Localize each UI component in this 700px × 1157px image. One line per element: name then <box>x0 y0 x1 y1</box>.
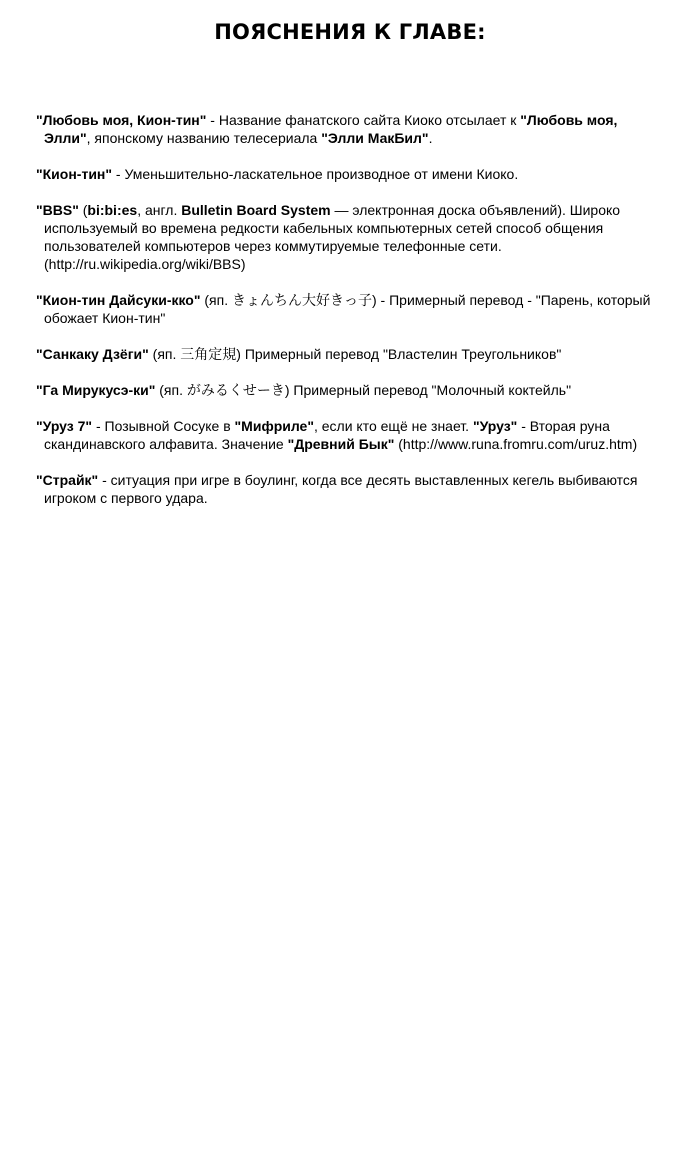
note-term: "Га Мирукусэ-ки" <box>36 382 156 398</box>
note-term: "Уруз" <box>472 418 518 434</box>
note-term: "Любовь моя, Элли" <box>44 112 618 146</box>
note-uruz <box>36 417 656 453</box>
note-text: (http://www.runa.fromru.com/uruz.htm) <box>394 436 638 452</box>
note-text: , если кто ещё не знает. <box>313 418 473 434</box>
note-term: "BBS" <box>36 202 79 218</box>
note-text: - Название фанатского сайта Киоко отсылает к <box>206 112 521 128</box>
note-milkshake <box>36 381 656 399</box>
note-text: - ситуация при игре в боулинг, когда все десять выставленных кегель выбиваются игроком с первого удара. <box>44 472 638 506</box>
note-text: (яп. 三角定規) Примерный перевод "Властелин Треугольников" <box>148 346 562 362</box>
note-text: ( <box>78 202 88 218</box>
note-term: Bulletin Board System <box>181 202 331 218</box>
note-text: - Позывной Сосуке в <box>92 418 235 434</box>
note-term: bi:bi:es <box>87 202 138 218</box>
note-bbs <box>36 201 656 273</box>
note-term: "Любовь моя, Кион-тин" <box>36 112 207 128</box>
note-text: (яп. きょんちん大好きっ子) - Примерный перевод - "Парень, который обожает Кион-тин" <box>44 292 651 326</box>
page-title: ПОЯСНЕНИЯ К ГЛАВЕ: <box>214 20 486 44</box>
note-text: , англ. <box>137 202 182 218</box>
notes-list <box>36 111 656 507</box>
note-text: , японскому названию телесериала <box>86 130 322 146</box>
note-term: "Древний Бык" <box>287 436 395 452</box>
note-term: "Кион-тин" <box>36 166 113 182</box>
note-text: . <box>428 130 433 146</box>
note-term: "Уруз 7" <box>36 418 93 434</box>
note-daisuki-kko <box>36 291 656 327</box>
note-sankaku-jougi <box>36 345 656 363</box>
note-term: "Страйк" <box>36 472 99 488</box>
note-term: "Кион-тин Дайсуки-кко" <box>36 292 201 308</box>
note-ellie-mcbeal <box>36 111 656 147</box>
note-kyon-chin <box>36 165 656 183</box>
note-term: "Санкаку Дзёги" <box>36 346 149 362</box>
note-term: "Элли МакБил" <box>321 130 429 146</box>
note-text: - Уменьшительно-ласкательное производное от имени Киоко. <box>112 166 519 182</box>
note-text: — электронная доска объявлений). Широко используемый во времена редкости кабельных компьютерных сетей способ общения пользователей компьютеров через коммутируемые телефонные сети. (http://ru.wikipedia.org/wiki/BBS) <box>44 202 621 272</box>
note-strike <box>36 471 656 507</box>
note-text: (яп. がみるくせーき) Примерный перевод "Молочный коктейль" <box>155 382 572 398</box>
note-text: - Вторая руна скандинавского алфавита. Значение <box>44 418 610 452</box>
note-term: "Мифриле" <box>234 418 314 434</box>
